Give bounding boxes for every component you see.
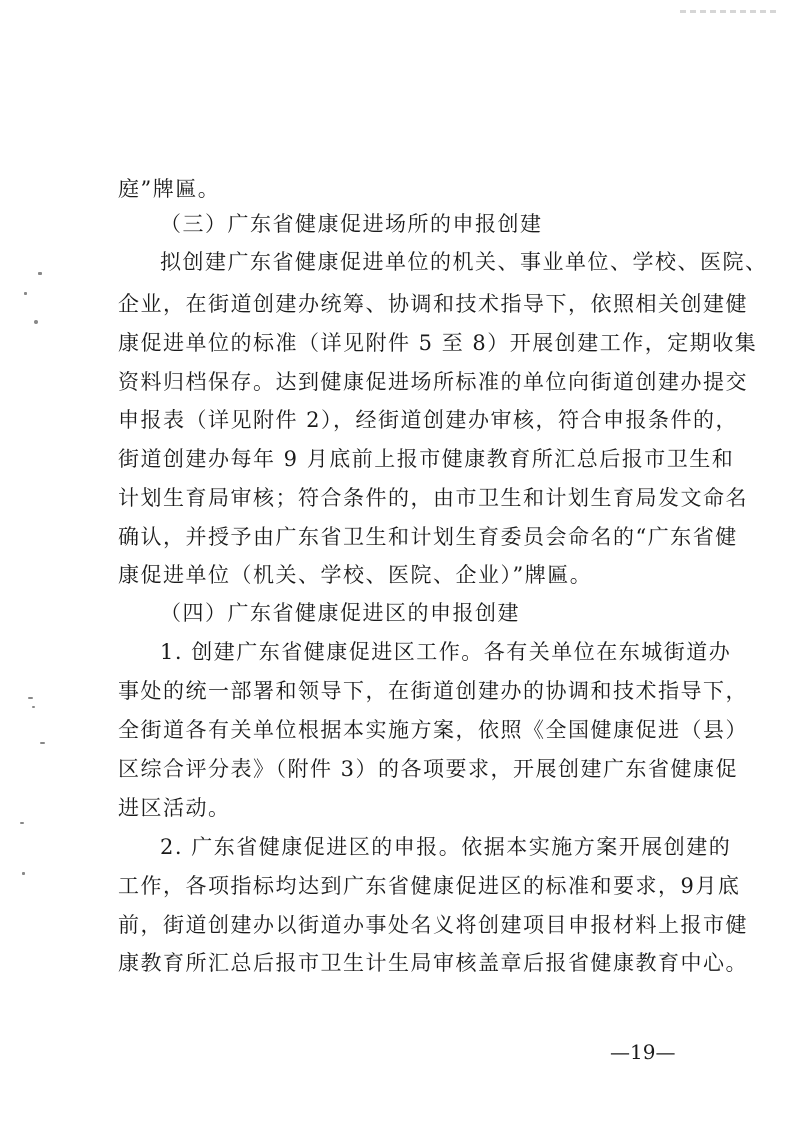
text-line: 申报表（详见附件 2），经街道创建办审核，符合申报条件的， bbox=[118, 408, 739, 432]
scan-artifact bbox=[20, 822, 24, 824]
text-line: 2. 广东省健康促进区的申报。依据本实施方案开展创建的 bbox=[160, 835, 732, 859]
text-line: 确认，并授予由广东省卫生和计划生育委员会命名的“广东省健 bbox=[118, 525, 738, 549]
page-number: —19— bbox=[610, 1040, 676, 1064]
scan-artifact bbox=[38, 272, 42, 275]
text-line: 区综合评分表》（附件 3）的各项要求，开展创建广东省健康促 bbox=[118, 757, 739, 781]
text-line: 街道创建办每年 9 月底前上报市健康教育所汇总后报市卫生和 bbox=[118, 447, 735, 471]
section-heading: （三）广东省健康促进场所的申报创建 bbox=[160, 212, 543, 236]
scan-artifact bbox=[34, 320, 38, 324]
text-line: 全街道各有关单位根据本实施方案，依照《全国健康促进（县） bbox=[118, 718, 748, 742]
text-line: 事处的统一部署和领导下，在街道创建办的协调和技术指导下， bbox=[118, 679, 748, 703]
text-line: 康教育所汇总后报市卫生计生局审核盖章后报省健康教育中心。 bbox=[118, 951, 748, 975]
text-line: 计划生育局审核；符合条件的，由市卫生和计划生育局发文命名 bbox=[118, 486, 748, 510]
scan-artifact bbox=[28, 697, 33, 699]
text-line: 进区活动。 bbox=[118, 796, 231, 820]
text-line: 资料归档保存。达到健康促进场所标准的单位向街道创建办提交 bbox=[118, 370, 748, 394]
text-line: 工作，各项指标均达到广东省健康促进区的标准和要求，9月底 bbox=[118, 874, 741, 898]
text-line: 1. 创建广东省健康促进区工作。各有关单位在东城街道办 bbox=[160, 640, 732, 664]
text-line: 企业，在街道创建办统筹、协调和技术指导下，依照相关创建健 bbox=[118, 292, 748, 316]
scan-artifact bbox=[40, 742, 45, 744]
text-line: 前，街道创建办以街道办事处名义将创建项目申报材料上报市健 bbox=[118, 913, 748, 937]
scan-artifact bbox=[22, 872, 25, 875]
text-line: 拟创建广东省健康促进单位的机关、事业单位、学校、医院、 bbox=[160, 250, 768, 274]
text-line: 康促进单位（机关、学校、医院、企业）”牌匾。 bbox=[118, 563, 593, 587]
scan-artifact bbox=[24, 292, 27, 295]
section-heading: （四）广东省健康促进区的申报创建 bbox=[160, 601, 520, 625]
scan-artifact bbox=[32, 706, 35, 708]
scan-artifact bbox=[680, 10, 780, 13]
text-line: 康促进单位的标准（详见附件 5 至 8）开展创建工作，定期收集 bbox=[118, 331, 758, 355]
text-line: 庭”牌匾。 bbox=[118, 177, 221, 201]
